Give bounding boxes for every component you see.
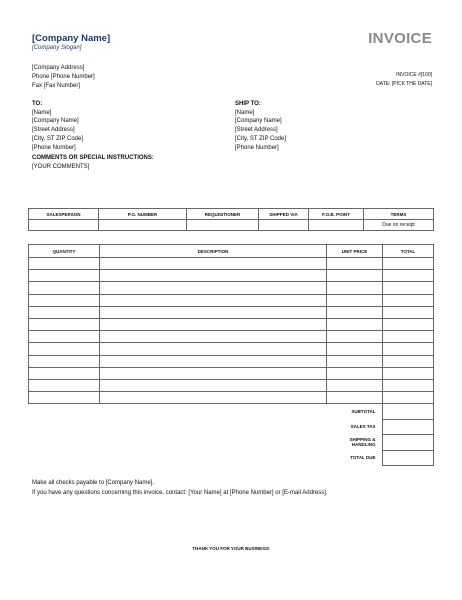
company-slogan: [Company Slogan] — [32, 45, 82, 51]
terms-header: TERMS — [364, 209, 434, 220]
bill-to-line: [Street Address] — [32, 127, 75, 134]
table-row[interactable] — [29, 294, 434, 306]
salesperson-header: SALESPERSON — [29, 209, 99, 220]
table-row[interactable] — [29, 318, 434, 330]
bill-to-line: [Company Name] — [32, 118, 79, 125]
shipping-label: SHIPPING & HANDLING — [349, 437, 376, 448]
quantity-header: QUANTITY — [29, 245, 100, 258]
ship-to-block — [235, 100, 286, 152]
requisitioner-header: REQUISITIONER — [187, 209, 259, 220]
fob-point-header: F.O.B. POINT — [309, 209, 364, 220]
comments-block — [32, 154, 154, 172]
table-row[interactable] — [29, 306, 434, 318]
table-row[interactable] — [29, 367, 434, 379]
bill-to-line: [City, ST ZIP Code] — [32, 135, 84, 142]
shipping-value[interactable] — [382, 435, 433, 451]
ship-to-line: [City, ST ZIP Code] — [235, 135, 287, 142]
totals-table — [327, 403, 434, 466]
requisitioner-cell[interactable] — [187, 220, 259, 231]
salesperson-cell[interactable] — [29, 220, 99, 231]
fob-point-cell[interactable] — [309, 220, 364, 231]
terms-cell[interactable]: Due on receipt — [364, 220, 434, 231]
sales-tax-label: SALES TAX — [350, 424, 376, 430]
contact-note: If you have any questions concerning this invoice, contact: [Your Name] at [Phone Number] or [E-mail Address]. — [32, 490, 328, 496]
table-row[interactable] — [29, 258, 434, 270]
table-row[interactable] — [29, 355, 434, 367]
table-row[interactable] — [29, 392, 434, 404]
ship-to-line: [Company Name] — [235, 118, 282, 125]
ship-to-line: [Phone Number] — [235, 144, 279, 151]
ship-to-line: [Name] — [235, 109, 255, 116]
total-due-label: TOTAL DUE — [350, 455, 376, 461]
shipped-via-header: SHIPPED VIA — [259, 209, 309, 220]
table-row[interactable] — [29, 343, 434, 355]
comments-text: [YOUR COMMENTS] — [32, 164, 90, 170]
ship-to-line: [Street Address] — [235, 127, 278, 134]
po-number-header: P.O. NUMBER — [99, 209, 187, 220]
line-items-table — [28, 244, 434, 404]
total-header: TOTAL — [383, 245, 434, 258]
invoice-date: DATE: [PICK THE DATE] — [376, 81, 432, 87]
bill-to-block — [32, 100, 83, 152]
shipped-via-cell[interactable] — [259, 220, 309, 231]
po-number-cell[interactable] — [99, 220, 187, 231]
subtotal-value[interactable] — [382, 404, 433, 420]
invoice-meta — [376, 71, 432, 89]
ship-to-heading: SHIP TO: — [235, 101, 261, 107]
description-header: DESCRIPTION — [100, 245, 327, 258]
bill-to-heading: TO: — [32, 101, 43, 107]
order-info-table — [28, 208, 434, 231]
table-row[interactable] — [29, 282, 434, 294]
sales-tax-value[interactable] — [382, 419, 433, 435]
subtotal-label: SUBTOTAL — [351, 408, 376, 414]
company-fax: Fax [Fax Number] — [32, 83, 81, 89]
payable-note: Make all checks payable to [Company Name]. — [32, 480, 155, 486]
bill-to-line: [Phone Number] — [32, 144, 76, 151]
table-row[interactable] — [29, 270, 434, 282]
company-phone: Phone [Phone Number] — [32, 74, 95, 80]
unit-price-header: UNIT PRICE — [327, 245, 383, 258]
invoice-number: INVOICE #[100] — [396, 72, 432, 78]
company-address: [Company Address] — [32, 65, 85, 71]
comments-heading: COMMENTS OR SPECIAL INSTRUCTIONS: — [32, 155, 154, 161]
table-row[interactable] — [29, 379, 434, 391]
total-due-value[interactable] — [382, 450, 433, 466]
company-contact — [32, 64, 95, 91]
table-row[interactable] — [29, 331, 434, 343]
payment-note — [32, 478, 328, 498]
invoice-title: INVOICE — [368, 30, 432, 47]
company-name: [Company Name] — [32, 33, 111, 44]
bill-to-line: [Name] — [32, 109, 52, 116]
thank-you-note: THANK YOU FOR YOUR BUSINESS! — [192, 546, 270, 551]
